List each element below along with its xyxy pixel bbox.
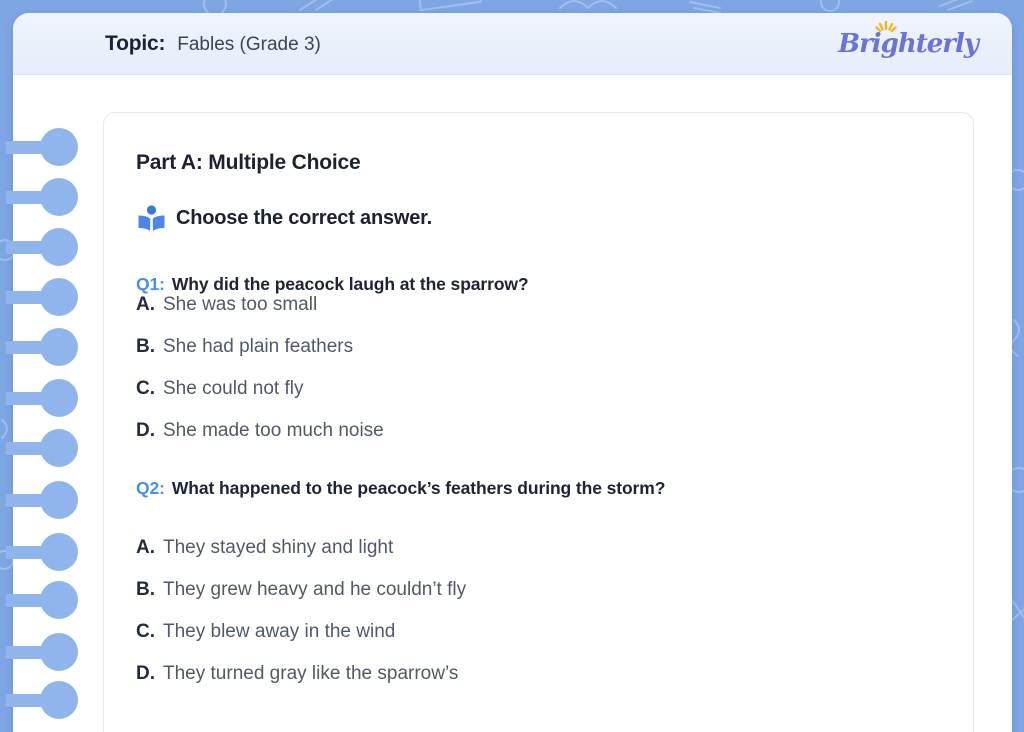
section-title: Part A: Multiple Choice <box>136 151 361 174</box>
option-row <box>136 538 933 557</box>
question-2-label: Q2: <box>136 478 165 498</box>
notebook-page <box>13 13 1012 732</box>
brighterly-logo[interactable] <box>838 29 978 59</box>
topic-label: Topic: <box>105 31 166 55</box>
option-row <box>136 421 933 440</box>
option-row <box>136 337 933 356</box>
question-1 <box>136 274 933 295</box>
option-text: She was too small <box>163 294 318 315</box>
instruction-row <box>136 205 933 232</box>
option-letter: A. <box>136 537 155 558</box>
question-1-text: Why did the peacock laugh at the sparrow? <box>171 274 529 294</box>
option-row <box>136 295 933 314</box>
option-letter: D. <box>136 663 155 684</box>
topic-header <box>13 13 1012 75</box>
option-letter: B. <box>136 336 155 357</box>
option-text: She made too much noise <box>163 420 384 441</box>
option-letter: D. <box>136 420 155 441</box>
option-letter: B. <box>136 579 155 600</box>
option-text: They turned gray like the sparrow’s <box>163 663 459 684</box>
option-letter: C. <box>136 378 155 399</box>
question-1-label: Q1: <box>136 274 165 294</box>
sparkle-icon <box>875 20 897 36</box>
option-letter: C. <box>136 621 155 642</box>
option-text: They grew heavy and he couldn’t fly <box>163 579 467 600</box>
option-row <box>136 622 933 641</box>
instruction-text: Choose the correct answer. <box>176 207 433 229</box>
question-2 <box>136 478 933 499</box>
option-row <box>136 379 933 398</box>
option-letter: A. <box>136 294 155 315</box>
logo-text: Brighterly <box>838 28 978 59</box>
question-1-options <box>136 295 933 440</box>
worksheet-card <box>103 112 974 732</box>
question-2-text: What happened to the peacock’s feathers during the storm? <box>171 478 666 498</box>
question-2-options <box>136 538 933 683</box>
option-row <box>136 580 933 599</box>
option-row <box>136 664 933 683</box>
option-text: She could not fly <box>163 378 304 399</box>
option-text: They blew away in the wind <box>163 621 396 642</box>
topic <box>105 32 321 56</box>
option-text: She had plain feathers <box>163 336 354 357</box>
topic-value: Fables (Grade 3) <box>177 33 321 55</box>
option-text: They stayed shiny and light <box>163 537 394 558</box>
reader-book-icon <box>136 205 167 232</box>
